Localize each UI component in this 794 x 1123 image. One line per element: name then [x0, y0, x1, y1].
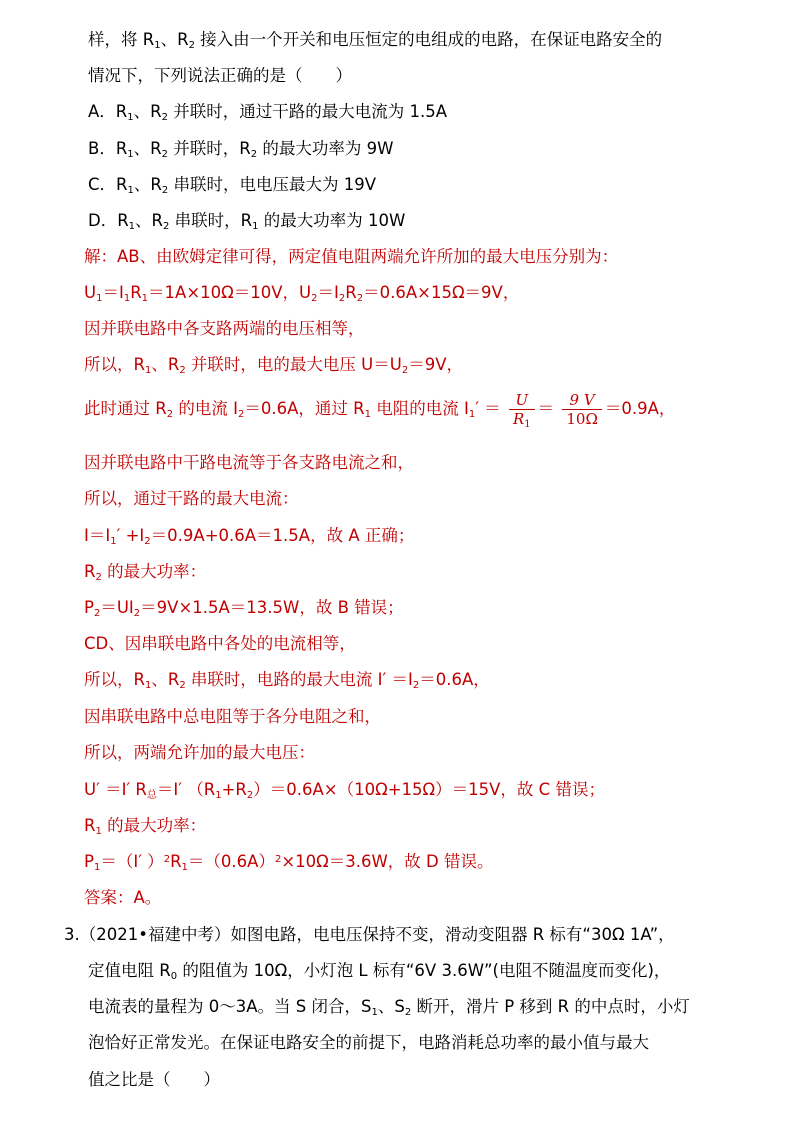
solution-line: $R_1$ 的最大功率： [84, 816, 207, 837]
solution-line: $U_1=I_1R_1=1A\times 10\Omega=10V$，$U_2=I_2R_2=0.6A\times 15\Omega=9V$， [84, 283, 520, 304]
question-3-line: 3.（2021•福建中考）如图电路，电电压保持不变，滑动变阻器 R 标有“30Ω 1A”， [64, 925, 675, 944]
solution-line: $R_2$ 的最大功率： [84, 562, 207, 583]
question-3-line: 定值电阻 $R_0$ 的阻值为 10Ω，小灯泡 L 标有“6V 3.6W”(电阻不随温度而变化)， [88, 961, 671, 982]
option-d: D．$R_1$、$R_2$ 串联时，$R_1$ 的最大功率为 10W [88, 211, 406, 232]
option-b: B．$R_1$、$R_2$ 并联时，$R_2$ 的最大功率为 9W [88, 139, 394, 160]
option-a: A．$R_1$、$R_2$ 并联时，通过干路的最大电流为 1.5A [88, 102, 448, 123]
solution-line: 解：AB、由欧姆定律可得，两定值电阻两端允许所加的最大电压分别为： [84, 247, 619, 266]
solution-line: 因并联电路中干路电流等于各支路电流之和， [84, 453, 414, 472]
solution-line: CD、因串联电路中各处的电流相等， [84, 634, 356, 653]
solution-line: 所以，两端允许加的最大电压： [84, 743, 315, 762]
solution-line: 所以，通过干路的最大电流： [84, 489, 299, 508]
fraction-9v-over-10ohm: $\frac{9 V}{10\Omega}$ [562, 391, 602, 428]
question-text-line: 样，将 $R_1$、$R_2$ 接入由一个开关和电压恒定的电组成的电路，在保证电路安全的 [88, 30, 663, 51]
question-3-line: 电流表的量程为 0～3A。当 S 闭合，$S_1$、$S_2$ 断开，滑片 P 移到 R 的中点时，小灯 [88, 997, 690, 1018]
solution-answer: 答案：A。 [84, 888, 162, 907]
solution-line: 因并联电路中各支路两端的电压相等， [84, 319, 365, 338]
solution-line: $P_1=(I'$ ）$^2R_1=(0.6A)^2\times 10\Omega=3.6W$，故 D 错误。 [84, 852, 494, 873]
solution-line: $I=I_1' +I_2=0.9A+0.6A=1.5A$，故 A 正确； [84, 526, 415, 547]
solution-line-fraction: 此时通过 $R_2$ 的电流 $I_2=0.6A$，通过 $R_1$ 电阻的电流 $I_1'$ ＝ $\frac{U}{R_1}$ ＝ $\frac{9 V}{10\Omega}$ ＝0.9A， [84, 391, 676, 430]
solution-line: $P_2=UI_2=9V\times 1.5A=13.5W$，故 B 错误； [84, 598, 404, 619]
question-3-line: 泡恰好正常发光。在保证电路安全的前提下，电路消耗总功率的最小值与最大 [88, 1033, 649, 1052]
solution-line: 因串联电路中总电阻等于各分电阻之和， [84, 707, 381, 726]
solution-line: 所以，$R_1$、$R_2$ 并联时，电的最大电压 $U=U_2=9V$， [84, 355, 464, 376]
solution-line: 所以，$R_1$、$R_2$ 串联时，电路的最大电流 $I' =I_2=0.6A$， [84, 670, 490, 691]
solution-line: U′ ＝I′ $R_总=I'$ $(R_1+R_2)=0.6A\times(10\Omega+15\Omega)=15V$，故 C 错误； [84, 780, 605, 801]
option-c: C．$R_1$、$R_2$ 串联时，电电压最大为 19V [88, 175, 376, 196]
question-3-line: 值之比是（ ） [88, 1070, 220, 1089]
fraction-u-over-r1: $\frac{U}{R_1}$ [509, 391, 535, 428]
question-text-line: 情况下，下列说法正确的是（ ） [88, 66, 352, 85]
